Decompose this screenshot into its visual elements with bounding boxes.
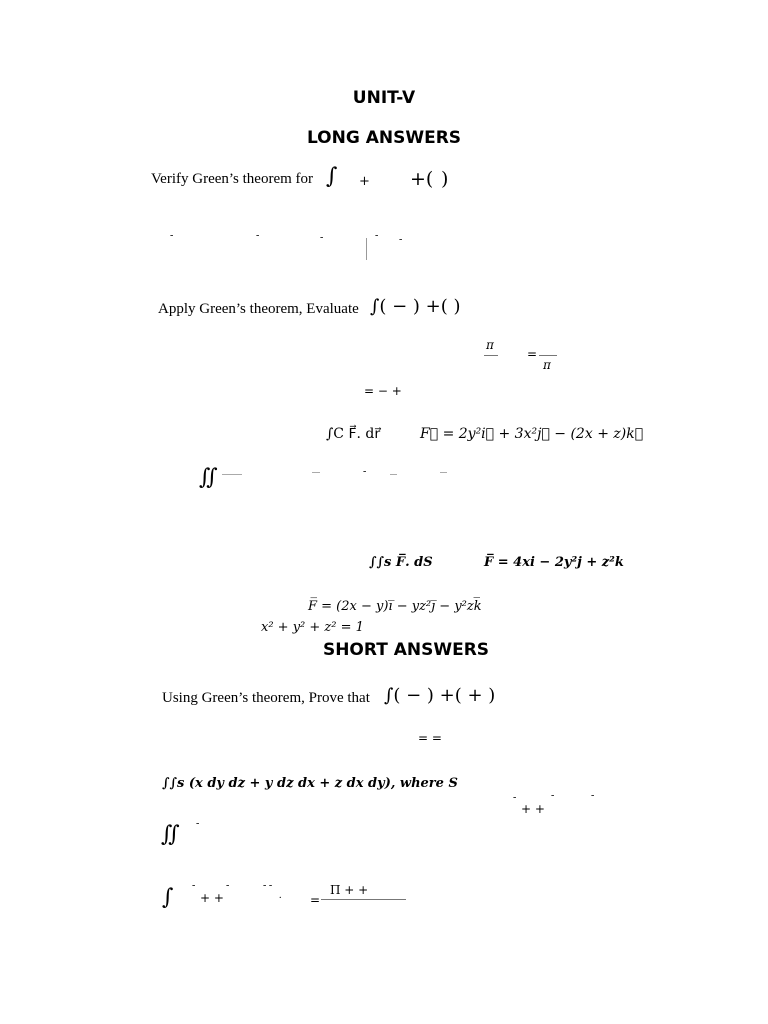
s2-fragment-mark: - bbox=[551, 790, 555, 801]
s1-equalities: = = bbox=[418, 731, 442, 745]
q2-fraction-bar bbox=[484, 355, 498, 356]
q3-fragment-mark: - bbox=[363, 466, 367, 477]
s4-fraction-bar bbox=[321, 899, 406, 900]
s1-text: Using Green’s theorem, Prove that bbox=[162, 690, 370, 706]
s2-fragment-mark: - bbox=[513, 792, 517, 803]
q4-surface-integral: ∫∫s F̅. dS bbox=[369, 555, 433, 570]
s2-sphere-fragment: + + bbox=[521, 802, 545, 816]
s4-fragment-mark: . bbox=[279, 890, 282, 901]
q3-fragment-bar bbox=[440, 472, 447, 473]
s4-equals: = bbox=[310, 893, 321, 907]
s2-surface-integral: ∫∫s (x dy dz + y dz dx + z dx dy), where S bbox=[162, 776, 458, 791]
s4-fragment-mark: - - bbox=[263, 880, 273, 891]
q2-pi-denominator: π bbox=[543, 358, 551, 372]
q2-pi-numerator: π bbox=[486, 338, 494, 352]
short-answers-heading: SHORT ANSWERS bbox=[322, 640, 490, 660]
s4-fragment-mark: - bbox=[192, 880, 196, 891]
q2-expression: ∫( − ) +( ) bbox=[370, 296, 461, 317]
q3-line-integral: ∫C F⃗. dr⃗ bbox=[326, 426, 381, 442]
s3-double-integral: ∬ bbox=[161, 822, 180, 847]
q2-second-line: = − + bbox=[364, 384, 402, 398]
q1-plus-1: + bbox=[359, 174, 370, 189]
q1-fragment-mark: - bbox=[375, 230, 379, 241]
q1-plus-2: +( bbox=[410, 168, 434, 190]
q3-vector-field: F⃗ = 2y²i⃗ + 3x²j⃗ − (2x + z)k⃗ bbox=[420, 426, 644, 442]
s4-integral-sign: ∫ bbox=[162, 885, 174, 910]
s4-fragment-mark: - bbox=[226, 880, 230, 891]
q3-fragment-bar bbox=[222, 474, 242, 475]
q5-sphere-equation: x² + y² + z² = 1 bbox=[261, 620, 364, 635]
q1-integral-sign: ∫ bbox=[326, 164, 338, 189]
long-answers-heading: LONG ANSWERS bbox=[306, 128, 462, 148]
q5-vector-field: F̅ = (2x − y)i̅ − yz²j̅ − y²zk̅ bbox=[308, 599, 482, 614]
s1-expression: ∫( − ) +( + ) bbox=[384, 685, 496, 706]
unit-heading: UNIT-V bbox=[352, 88, 416, 108]
s3-fragment-mark: - bbox=[196, 818, 200, 829]
q3-double-integral: ∬ bbox=[199, 465, 218, 490]
q1-fragment-mark: - bbox=[320, 232, 324, 243]
q1-text: Verify Green’s theorem for bbox=[151, 171, 314, 187]
q3-fragment-bar bbox=[312, 472, 320, 473]
s2-fragment-mark: - bbox=[591, 790, 595, 801]
q1-fragment-mark: - bbox=[399, 234, 403, 245]
q1-paren: ) bbox=[441, 168, 449, 190]
q3-fragment-bar bbox=[390, 474, 397, 475]
s4-numerator: Π + + bbox=[330, 883, 369, 897]
q2-equals: = bbox=[527, 347, 538, 361]
q2-text: Apply Green’s theorem, Evaluate bbox=[158, 301, 359, 317]
q1-fragment-bar bbox=[366, 238, 367, 260]
q1-fragment-mark: - bbox=[256, 230, 260, 241]
q4-vector-field: F̅ = 4xi − 2y²j + z²k bbox=[484, 555, 624, 570]
q1-fragment-mark: - bbox=[170, 230, 174, 241]
s4-expression: + + bbox=[200, 891, 224, 905]
q2-fraction-bar bbox=[539, 355, 557, 356]
